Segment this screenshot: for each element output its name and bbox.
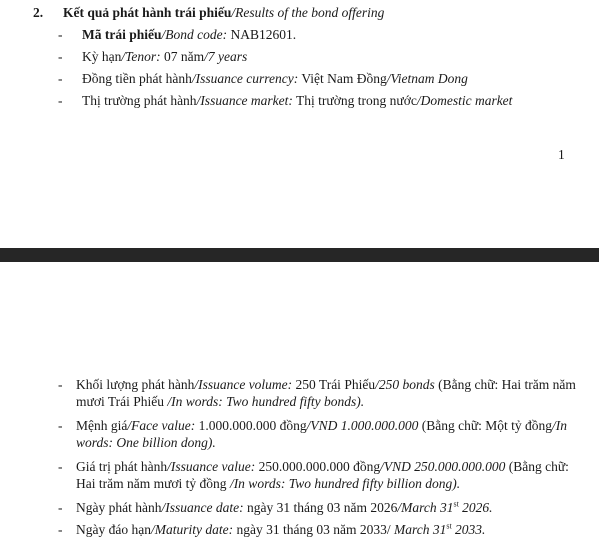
list-item-tenor: - Kỳ hạn/Tenor: 07 năm/7 years — [58, 49, 248, 64]
list-item-issuance-value: - Giá trị phát hành/Issuance value: 250.000.000.000 đồng/VND 250.000.000.000 (Bằng chữ: Hai trăm năm mươi tỷ đồng /In words: Two hundred fifty billion dong). — [58, 459, 569, 491]
page-number: 1 — [558, 147, 565, 162]
list-item-issuance-date: - Ngày phát hành/Issuance date: ngày 31 tháng 03 năm 2026/March 31st 2026. — [58, 499, 493, 515]
section-title-en: /Results of the bond offering — [231, 5, 385, 20]
document-page-bottom — [0, 262, 599, 542]
list-item-currency: - Đồng tiền phát hành/Issuance currency: Việt Nam Đồng/Vietnam Dong — [58, 71, 468, 86]
list-item-maturity-date: - Ngày đáo hạn/Maturity date: ngày 31 tháng 03 năm 2033/ March 31st 2033. — [58, 521, 486, 537]
list-item-face-value: - Mệnh giá/Face value: 1.000.000.000 đồng/VND 1.000.000.000 (Bằng chữ: Một tỷ đồng/In words: One billion dong). — [58, 418, 568, 450]
list-item-market: - Thị trường phát hành/Issuance market: Thị trường trong nước/Domestic market — [58, 93, 513, 108]
section-heading — [33, 4, 384, 21]
section-title-vn: Kết quả phát hành trái phiếu — [63, 5, 232, 20]
document-page-top — [0, 0, 599, 248]
list-item-volume: - Khối lượng phát hành/Issuance volume: 250 Trái Phiếu/250 bonds (Bằng chữ: Hai trăm năm mươi Trái Phiếu /In words: Two hundred fifty bonds). — [58, 377, 576, 409]
list-item-bond-code: - Mã trái phiếu/Bond code: NAB12601. — [58, 27, 297, 42]
page-break-divider — [0, 248, 599, 262]
section-number: 2. — [33, 5, 44, 20]
